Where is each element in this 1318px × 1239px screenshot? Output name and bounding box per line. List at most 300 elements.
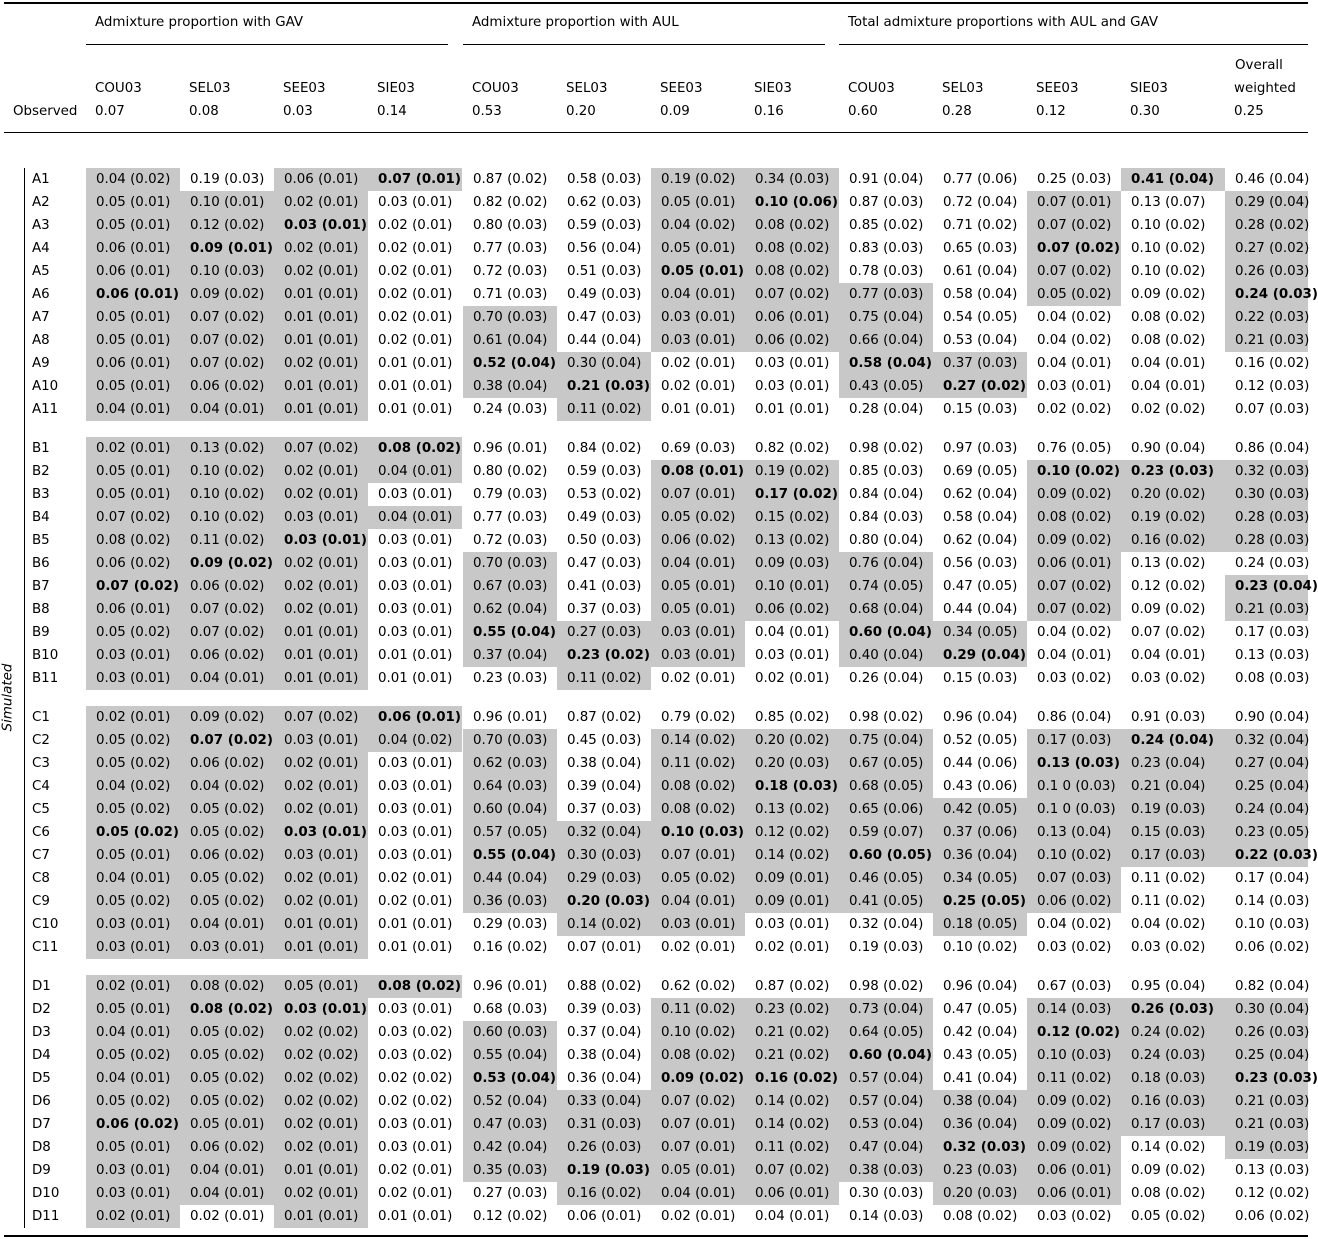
table-cell: 0.67 (0.03) <box>463 575 557 598</box>
table-cell: 0.18 (0.05) <box>933 913 1027 936</box>
table-cell: 0.60 (0.04) <box>839 1044 933 1067</box>
column-header: COU03 <box>848 81 895 96</box>
table-cell: 0.08 (0.02) <box>745 237 839 260</box>
table-cell: 0.16 (0.03) <box>1121 1090 1225 1113</box>
table-cell: 0.47 (0.03) <box>567 310 642 325</box>
table-cell: 0.02 (0.01) <box>378 894 453 909</box>
table-cell: 0.09 (0.02) <box>1131 287 1206 302</box>
table-cell: 0.13 (0.02) <box>745 798 839 821</box>
table-cell: 0.17 (0.04) <box>1235 871 1310 886</box>
row-label: B9 <box>32 625 50 640</box>
row-label: B8 <box>32 602 50 617</box>
table-cell: 0.19 (0.02) <box>1121 506 1225 529</box>
table-cell: 0.09 (0.02) <box>1027 1090 1121 1113</box>
row-label: C10 <box>32 917 59 932</box>
table-cell: 0.26 (0.03) <box>557 1136 651 1159</box>
row-label: A4 <box>32 241 50 256</box>
table-cell: 0.02 (0.02) <box>1037 402 1112 417</box>
table-cell: 0.24 (0.03) <box>1225 283 1308 306</box>
table-cell: 0.05 (0.01) <box>651 260 745 283</box>
table-cell: 0.86 (0.04) <box>1037 710 1112 725</box>
table-cell: 0.52 (0.04) <box>463 352 557 375</box>
table-cell: 0.05 (0.02) <box>180 890 274 913</box>
observed-value: 0.60 <box>848 104 878 119</box>
table-cell: 0.07 (0.02) <box>86 506 180 529</box>
table-cell: 0.41 (0.03) <box>567 579 642 594</box>
table-cell: 0.56 (0.04) <box>567 241 642 256</box>
table-cell: 0.03 (0.02) <box>1037 671 1112 686</box>
table-cell: 0.05 (0.01) <box>651 575 745 598</box>
table-cell: 0.02 (0.02) <box>378 1071 453 1086</box>
table-cell: 0.04 (0.02) <box>86 168 180 191</box>
table-cell: 0.76 (0.04) <box>839 552 933 575</box>
table-cell: 0.78 (0.03) <box>849 264 924 279</box>
table-cell: 0.87 (0.02) <box>755 979 830 994</box>
table-cell: 0.06 (0.01) <box>274 168 368 191</box>
table-cell: 0.01 (0.01) <box>274 1205 368 1228</box>
table-cell: 0.02 (0.01) <box>274 598 368 621</box>
observed-value: 0.14 <box>377 104 407 119</box>
table-cell: 0.08 (0.02) <box>651 798 745 821</box>
table-cell: 0.09 (0.03) <box>745 552 839 575</box>
table-cell: 0.53 (0.04) <box>463 1067 557 1090</box>
table-cell: 0.08 (0.02) <box>1027 506 1121 529</box>
row-label: A7 <box>32 310 50 325</box>
table-cell: 0.01 (0.01) <box>274 644 368 667</box>
table-cell: 0.01 (0.01) <box>274 329 368 352</box>
table-cell: 0.16 (0.02) <box>745 1067 839 1090</box>
table-cell: 0.85 (0.02) <box>849 218 924 233</box>
table-cell: 0.03 (0.01) <box>86 936 180 959</box>
table-cell: 0.07 (0.02) <box>180 621 274 644</box>
table-cell: 0.53 (0.04) <box>943 333 1018 348</box>
table-cell: 0.12 (0.02) <box>1131 579 1206 594</box>
column-header: SEE03 <box>1036 81 1079 96</box>
table-cell: 0.07 (0.02) <box>180 329 274 352</box>
table-cell: 0.12 (0.03) <box>1235 379 1310 394</box>
table-cell: 0.35 (0.03) <box>463 1159 557 1182</box>
table-cell: 0.04 (0.01) <box>86 867 180 890</box>
table-cell: 0.37 (0.03) <box>567 802 642 817</box>
row-label: D5 <box>32 1071 51 1086</box>
table-cell: 0.24 (0.03) <box>473 402 548 417</box>
table-cell: 0.41 (0.04) <box>1121 168 1225 191</box>
table-cell: 0.04 (0.01) <box>651 283 745 306</box>
table-cell: 0.06 (0.01) <box>745 306 839 329</box>
table-cell: 0.03 (0.01) <box>180 936 274 959</box>
table-cell: 0.10 (0.03) <box>1027 1044 1121 1067</box>
table-cell: 0.95 (0.04) <box>1131 979 1206 994</box>
observed-value: 0.53 <box>472 104 502 119</box>
row-label: D7 <box>32 1117 51 1132</box>
table-cell: 0.59 (0.03) <box>567 464 642 479</box>
table-cell: 0.57 (0.05) <box>463 821 557 844</box>
table-cell: 0.47 (0.05) <box>943 1002 1018 1017</box>
table-cell: 0.32 (0.03) <box>1225 460 1308 483</box>
table-cell: 0.07 (0.02) <box>86 575 180 598</box>
table-cell: 0.23 (0.05) <box>1225 821 1308 844</box>
table-cell: 0.21 (0.04) <box>1121 775 1225 798</box>
table-cell: 0.08 (0.02) <box>1131 1186 1206 1201</box>
table-cell: 0.21 (0.02) <box>745 1021 839 1044</box>
table-cell: 0.19 (0.03) <box>849 940 924 955</box>
column-header: COU03 <box>472 81 519 96</box>
table-cell: 0.06 (0.02) <box>180 644 274 667</box>
table-cell: 0.06 (0.02) <box>180 844 274 867</box>
table-cell: 0.1 0 (0.03) <box>1027 798 1121 821</box>
table-cell: 0.07 (0.01) <box>368 168 462 191</box>
table-cell: 0.01 (0.01) <box>378 1209 453 1224</box>
table-cell: 0.1 0 (0.03) <box>1027 775 1121 798</box>
row-label: A1 <box>32 172 50 187</box>
table-cell: 0.06 (0.02) <box>745 329 839 352</box>
table-cell: 0.59 (0.03) <box>567 218 642 233</box>
table-cell: 0.12 (0.02) <box>745 821 839 844</box>
row-label: B2 <box>32 464 50 479</box>
table-cell: 0.02 (0.01) <box>274 1113 368 1136</box>
table-cell: 0.73 (0.04) <box>839 998 933 1021</box>
row-label: C3 <box>32 756 50 771</box>
table-cell: 0.57 (0.04) <box>839 1067 933 1090</box>
table-cell: 0.02 (0.01) <box>274 752 368 775</box>
table-cell: 0.09 (0.02) <box>1027 1136 1121 1159</box>
table-cell: 0.41 (0.05) <box>839 890 933 913</box>
table-cell: 0.02 (0.01) <box>378 264 453 279</box>
table-cell: 0.15 (0.03) <box>943 402 1018 417</box>
table-cell: 0.03 (0.02) <box>1131 671 1206 686</box>
table-cell: 0.03 (0.01) <box>86 667 180 690</box>
observed-value: 0.16 <box>754 104 784 119</box>
table-cell: 0.80 (0.04) <box>849 533 924 548</box>
row-label: D2 <box>32 1002 51 1017</box>
table-cell: 0.18 (0.03) <box>1121 1067 1225 1090</box>
table-cell: 0.04 (0.01) <box>368 460 462 483</box>
table-cell: 0.70 (0.03) <box>463 306 557 329</box>
table-cell: 0.06 (0.01) <box>86 352 180 375</box>
table-cell: 0.04 (0.01) <box>755 1209 830 1224</box>
table-cell: 0.25 (0.04) <box>1225 1044 1308 1067</box>
table-cell: 0.05 (0.02) <box>86 890 180 913</box>
table-cell: 0.34 (0.05) <box>933 621 1027 644</box>
table-cell: 0.02 (0.01) <box>661 671 736 686</box>
table-cell: 0.27 (0.03) <box>557 621 651 644</box>
table-cell: 0.68 (0.04) <box>839 598 933 621</box>
table-cell: 0.01 (0.01) <box>378 356 453 371</box>
table-cell: 0.29 (0.04) <box>933 644 1027 667</box>
table-cell: 0.47 (0.05) <box>943 579 1018 594</box>
column-header: SEL03 <box>566 81 608 96</box>
table-cell: 0.05 (0.02) <box>1131 1209 1206 1224</box>
column-header: weighted <box>1234 81 1296 96</box>
table-cell: 0.50 (0.03) <box>567 533 642 548</box>
table-cell: 0.02 (0.01) <box>378 287 453 302</box>
table-cell: 0.10 (0.02) <box>1027 844 1121 867</box>
row-label: C4 <box>32 779 50 794</box>
table-cell: 0.09 (0.01) <box>745 890 839 913</box>
table-cell: 0.02 (0.01) <box>755 671 830 686</box>
table-cell: 0.77 (0.03) <box>473 241 548 256</box>
table-cell: 0.79 (0.02) <box>661 710 736 725</box>
table-cell: 0.11 (0.02) <box>745 1136 839 1159</box>
table-cell: 0.07 (0.02) <box>1027 575 1121 598</box>
table-cell: 0.05 (0.02) <box>180 867 274 890</box>
table-cell: 0.58 (0.03) <box>567 172 642 187</box>
row-label: C11 <box>32 940 59 955</box>
table-cell: 0.65 (0.03) <box>943 241 1018 256</box>
row-label: C2 <box>32 733 50 748</box>
row-label: C7 <box>32 848 50 863</box>
table-cell: 0.05 (0.01) <box>86 1136 180 1159</box>
table-cell: 0.76 (0.05) <box>1037 441 1112 456</box>
table-cell: 0.02 (0.02) <box>1131 402 1206 417</box>
table-cell: 0.10 (0.03) <box>651 821 745 844</box>
table-cell: 0.30 (0.04) <box>1225 998 1308 1021</box>
table-cell: 0.05 (0.01) <box>651 598 745 621</box>
table-cell: 0.42 (0.04) <box>463 1136 557 1159</box>
table-cell: 0.04 (0.02) <box>1037 333 1112 348</box>
row-label: B10 <box>32 648 59 663</box>
table-cell: 0.05 (0.02) <box>180 821 274 844</box>
table-cell: 0.12 (0.02) <box>1235 1186 1310 1201</box>
table-cell: 0.41 (0.04) <box>943 1071 1018 1086</box>
table-cell: 0.08 (0.02) <box>745 260 839 283</box>
table-cell: 0.03 (0.01) <box>378 533 453 548</box>
table-cell: 0.06 (0.02) <box>1027 890 1121 913</box>
table-cell: 0.69 (0.05) <box>943 464 1018 479</box>
table-cell: 0.15 (0.03) <box>1121 821 1225 844</box>
table-cell: 0.06 (0.02) <box>651 529 745 552</box>
table-cell: 0.21 (0.03) <box>1225 329 1308 352</box>
top-rule <box>4 2 1308 4</box>
table-cell: 0.06 (0.02) <box>180 575 274 598</box>
table-cell: 0.05 (0.01) <box>86 483 180 506</box>
table-cell: 0.04 (0.01) <box>86 398 180 421</box>
header-rule <box>4 132 1308 133</box>
table-cell: 0.10 (0.02) <box>1131 241 1206 256</box>
table-cell: 0.10 (0.06) <box>745 191 839 214</box>
table-cell: 0.37 (0.03) <box>567 602 642 617</box>
table-cell: 0.10 (0.02) <box>1131 218 1206 233</box>
table-cell: 0.05 (0.01) <box>651 237 745 260</box>
table-cell: 0.17 (0.03) <box>1121 1113 1225 1136</box>
table-cell: 0.01 (0.01) <box>378 917 453 932</box>
table-cell: 0.40 (0.04) <box>839 644 933 667</box>
table-cell: 0.03 (0.01) <box>274 821 368 844</box>
table-cell: 0.52 (0.04) <box>463 1090 557 1113</box>
table-cell: 0.03 (0.01) <box>274 529 368 552</box>
table-cell: 0.03 (0.01) <box>378 579 453 594</box>
table-cell: 0.34 (0.05) <box>933 867 1027 890</box>
table-cell: 0.02 (0.01) <box>274 775 368 798</box>
table-cell: 0.07 (0.02) <box>274 437 368 460</box>
table-cell: 0.91 (0.03) <box>1131 710 1206 725</box>
observed-value: 0.09 <box>660 104 690 119</box>
table-cell: 0.10 (0.01) <box>745 575 839 598</box>
table-cell: 0.13 (0.02) <box>745 529 839 552</box>
table-cell: 0.38 (0.03) <box>839 1159 933 1182</box>
table-cell: 0.19 (0.03) <box>1121 798 1225 821</box>
group-title-total: Total admixture proportions with AUL and GAV <box>848 15 1158 30</box>
table-cell: 0.08 (0.02) <box>651 1044 745 1067</box>
table-cell: 0.07 (0.01) <box>651 844 745 867</box>
table-cell: 0.56 (0.03) <box>943 556 1018 571</box>
table-cell: 0.68 (0.03) <box>473 1002 548 1017</box>
table-cell: 0.13 (0.02) <box>180 437 274 460</box>
table-cell: 0.62 (0.03) <box>463 752 557 775</box>
table-cell: 0.62 (0.04) <box>463 598 557 621</box>
table-cell: 0.32 (0.04) <box>1225 729 1308 752</box>
table-cell: 0.01 (0.01) <box>274 936 368 959</box>
table-cell: 0.20 (0.03) <box>745 752 839 775</box>
table-cell: 0.07 (0.02) <box>1027 260 1121 283</box>
table-cell: 0.05 (0.02) <box>180 1021 274 1044</box>
row-label: C5 <box>32 802 50 817</box>
table-cell: 0.03 (0.01) <box>86 1182 180 1205</box>
table-cell: 0.44 (0.04) <box>463 867 557 890</box>
table-cell: 0.07 (0.02) <box>745 283 839 306</box>
table-cell: 0.28 (0.04) <box>849 402 924 417</box>
table-cell: 0.19 (0.02) <box>651 168 745 191</box>
table-cell: 0.03 (0.01) <box>274 729 368 752</box>
table-cell: 0.21 (0.03) <box>1225 598 1308 621</box>
table-cell: 0.32 (0.03) <box>933 1136 1027 1159</box>
table-cell: 0.28 (0.03) <box>1225 529 1308 552</box>
table-cell: 0.22 (0.03) <box>1225 306 1308 329</box>
table-cell: 0.14 (0.03) <box>1235 894 1310 909</box>
table-cell: 0.46 (0.05) <box>839 867 933 890</box>
table-cell: 0.04 (0.02) <box>651 214 745 237</box>
table-cell: 0.11 (0.02) <box>1131 894 1206 909</box>
table-cell: 0.07 (0.01) <box>567 940 642 955</box>
table-cell: 0.44 (0.04) <box>943 602 1018 617</box>
table-cell: 0.75 (0.04) <box>839 729 933 752</box>
table-cell: 0.79 (0.03) <box>473 487 548 502</box>
table-cell: 0.47 (0.04) <box>839 1136 933 1159</box>
table-cell: 0.39 (0.04) <box>567 779 642 794</box>
simulated-bracket <box>24 168 25 1228</box>
table-cell: 0.09 (0.02) <box>1131 602 1206 617</box>
table-cell: 0.03 (0.01) <box>378 802 453 817</box>
table-cell: 0.03 (0.01) <box>1037 379 1112 394</box>
table-cell: 0.03 (0.01) <box>274 214 368 237</box>
table-cell: 0.03 (0.01) <box>755 648 830 663</box>
table-cell: 0.70 (0.03) <box>463 729 557 752</box>
table-cell: 0.01 (0.01) <box>378 671 453 686</box>
row-label: A8 <box>32 333 50 348</box>
table-cell: 0.19 (0.03) <box>557 1159 651 1182</box>
table-cell: 0.06 (0.02) <box>1235 1209 1310 1224</box>
table-cell: 0.02 (0.01) <box>274 460 368 483</box>
table-cell: 0.04 (0.02) <box>1037 917 1112 932</box>
table-cell: 0.36 (0.04) <box>933 1113 1027 1136</box>
table-cell: 0.74 (0.05) <box>839 575 933 598</box>
table-cell: 0.49 (0.03) <box>567 510 642 525</box>
table-cell: 0.60 (0.03) <box>463 1021 557 1044</box>
table-cell: 0.77 (0.03) <box>839 283 933 306</box>
group-rule-aul <box>463 44 825 45</box>
table-cell: 0.04 (0.01) <box>755 625 830 640</box>
table-cell: 0.13 (0.04) <box>1027 821 1121 844</box>
observed-label: Observed <box>13 104 78 119</box>
bottom-rule <box>4 1235 1308 1237</box>
table-cell: 0.19 (0.02) <box>745 460 839 483</box>
table-cell: 0.08 (0.02) <box>180 998 274 1021</box>
table-cell: 0.14 (0.02) <box>745 844 839 867</box>
row-label: C6 <box>32 825 50 840</box>
table-cell: 0.07 (0.03) <box>1235 402 1310 417</box>
table-cell: 0.01 (0.01) <box>755 402 830 417</box>
table-cell: 0.80 (0.03) <box>473 218 548 233</box>
table-cell: 0.72 (0.03) <box>473 264 548 279</box>
table-cell: 0.30 (0.03) <box>849 1186 924 1201</box>
table-cell: 0.23 (0.04) <box>1121 752 1225 775</box>
table-cell: 0.98 (0.02) <box>849 979 924 994</box>
table-cell: 0.04 (0.01) <box>1037 648 1112 663</box>
table-cell: 0.85 (0.03) <box>849 464 924 479</box>
table-cell: 0.03 (0.01) <box>378 1140 453 1155</box>
table-cell: 0.04 (0.01) <box>180 667 274 690</box>
table-cell: 0.06 (0.02) <box>745 598 839 621</box>
table-cell: 0.30 (0.03) <box>1225 483 1308 506</box>
table-cell: 0.07 (0.02) <box>1027 237 1121 260</box>
table-cell: 0.88 (0.02) <box>567 979 642 994</box>
row-label: B4 <box>32 510 50 525</box>
table-cell: 0.13 (0.02) <box>1131 556 1206 571</box>
table-cell: 0.06 (0.01) <box>745 1182 839 1205</box>
table-cell: 0.08 (0.02) <box>651 775 745 798</box>
row-label: D4 <box>32 1048 51 1063</box>
table-cell: 0.03 (0.01) <box>378 602 453 617</box>
table-cell: 0.53 (0.04) <box>839 1113 933 1136</box>
table-cell: 0.06 (0.01) <box>368 706 462 729</box>
table-cell: 0.03 (0.01) <box>86 913 180 936</box>
column-header: SIE03 <box>1130 81 1168 96</box>
observed-value: 0.25 <box>1234 104 1264 119</box>
table-cell: 0.62 (0.04) <box>943 487 1018 502</box>
table-cell: 0.05 (0.02) <box>86 1044 180 1067</box>
table-cell: 0.54 (0.05) <box>943 310 1018 325</box>
table-cell: 0.77 (0.06) <box>943 172 1018 187</box>
table-cell: 0.47 (0.03) <box>463 1113 557 1136</box>
table-cell: 0.02 (0.01) <box>274 798 368 821</box>
table-cell: 0.04 (0.01) <box>651 1182 745 1205</box>
table-cell: 0.36 (0.03) <box>463 890 557 913</box>
table-cell: 0.30 (0.04) <box>557 352 651 375</box>
table-cell: 0.03 (0.01) <box>651 329 745 352</box>
row-label: A6 <box>32 287 50 302</box>
table-cell: 0.01 (0.01) <box>274 283 368 306</box>
table-cell: 0.23 (0.03) <box>933 1159 1027 1182</box>
table-cell: 0.08 (0.01) <box>651 460 745 483</box>
table-cell: 0.02 (0.01) <box>274 1182 368 1205</box>
table-cell: 0.91 (0.04) <box>849 172 924 187</box>
table-cell: 0.47 (0.03) <box>567 556 642 571</box>
table-cell: 0.61 (0.04) <box>943 264 1018 279</box>
table-cell: 0.07 (0.02) <box>180 598 274 621</box>
table-cell: 0.02 (0.02) <box>274 1090 368 1113</box>
row-label: A10 <box>32 379 59 394</box>
row-label: C8 <box>32 871 50 886</box>
table-cell: 0.02 (0.01) <box>86 1205 180 1228</box>
table-cell: 0.03 (0.01) <box>755 379 830 394</box>
table-cell: 0.60 (0.04) <box>463 798 557 821</box>
table-cell: 0.27 (0.04) <box>1225 752 1308 775</box>
table-cell: 0.55 (0.04) <box>463 844 557 867</box>
table-cell: 0.04 (0.02) <box>368 729 462 752</box>
table-cell: 0.05 (0.02) <box>180 1044 274 1067</box>
table-cell: 0.46 (0.04) <box>1235 172 1310 187</box>
table-cell: 0.04 (0.01) <box>86 1067 180 1090</box>
